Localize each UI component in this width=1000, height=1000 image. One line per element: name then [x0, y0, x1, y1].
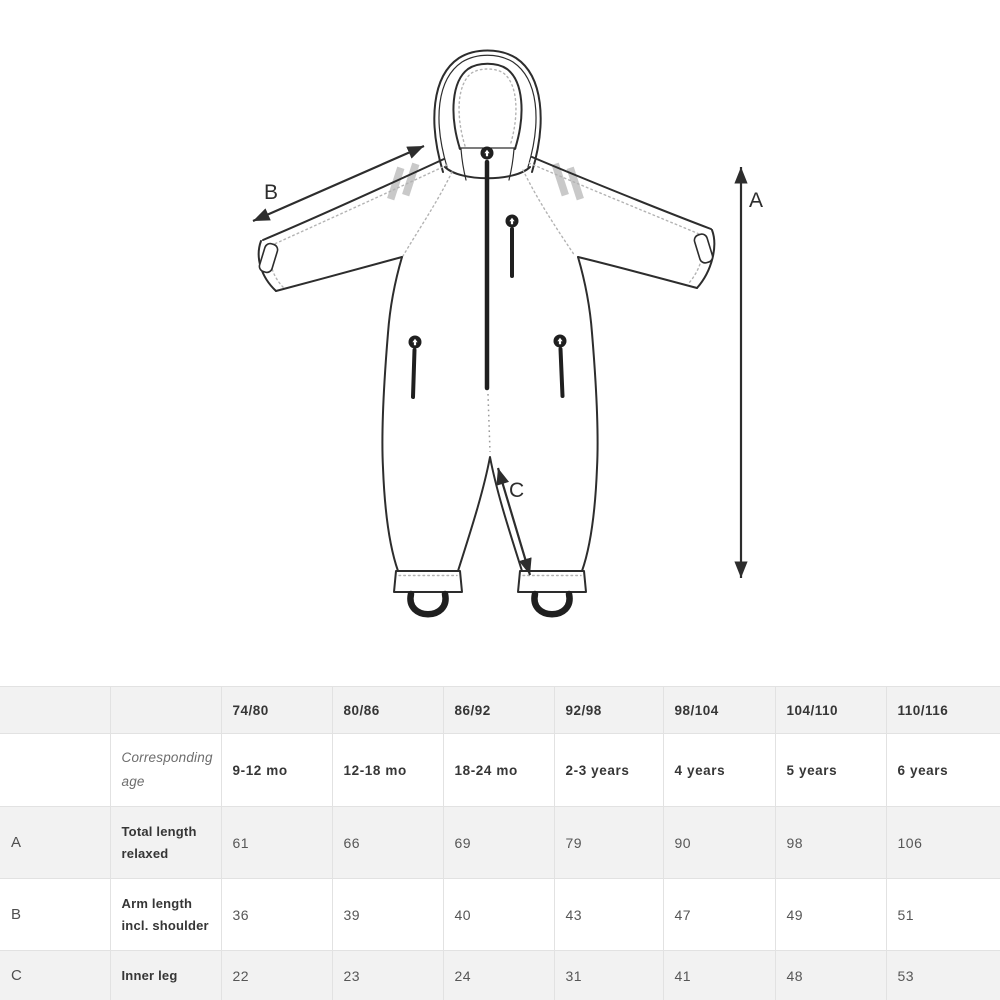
row-total-length — [0, 807, 1000, 879]
measurement-cell: 61 — [221, 807, 332, 879]
measurement-cell: 39 — [332, 879, 443, 951]
age-value-cell: 6 years — [886, 734, 1000, 807]
row-label-cell: Arm length incl. shoulder — [110, 879, 221, 951]
measurement-cell: 53 — [886, 951, 1000, 1000]
measurement-cell: 36 — [221, 879, 332, 951]
measurement-cell: 48 — [775, 951, 886, 1000]
zipper-pull — [481, 147, 494, 160]
measurement-cell: 49 — [775, 879, 886, 951]
arrow-label-b: B — [264, 181, 279, 204]
measurement-cell: 41 — [663, 951, 775, 1000]
measurement-cell: 79 — [554, 807, 663, 879]
age-value-cell: 12-18 mo — [332, 734, 443, 807]
measurement-cell: 40 — [443, 879, 554, 951]
row-label-cell: Inner leg — [110, 951, 221, 1000]
hip-pocket-left — [409, 336, 422, 398]
body-and-legs — [382, 257, 597, 592]
size-header-110-116: 110/116 — [886, 687, 1000, 734]
size-header-80-86: 80/86 — [332, 687, 443, 734]
right-leg-cuff — [518, 571, 586, 592]
measurement-cell: 31 — [554, 951, 663, 1000]
row-inner-leg — [0, 951, 1000, 1000]
row-label-cell: Total length relaxed — [110, 807, 221, 879]
row-letter-cell — [0, 734, 110, 807]
row-label-cell: Corresponding age — [110, 734, 221, 807]
measurement-cell: 22 — [221, 951, 332, 1000]
arrow-label-a: A — [749, 189, 764, 212]
left-leg-cuff — [394, 571, 462, 592]
size-header-74-80: 74/80 — [221, 687, 332, 734]
front-zipper — [481, 147, 494, 453]
measurement-cell: 47 — [663, 879, 775, 951]
measurement-cell: 69 — [443, 807, 554, 879]
left-cuff-tab — [258, 242, 279, 274]
size-table — [0, 686, 1000, 1000]
age-value-cell: 18-24 mo — [443, 734, 554, 807]
age-value-cell: 9-12 mo — [221, 734, 332, 807]
row-letter-cell: A — [0, 807, 110, 879]
measurement-cell: 23 — [332, 951, 443, 1000]
header-corner-cell — [0, 687, 110, 734]
right-cuff-tab — [693, 233, 714, 265]
row-letter-cell: B — [0, 879, 110, 951]
measurement-cell: 98 — [775, 807, 886, 879]
foot-straps — [410, 594, 569, 614]
age-value-cell: 4 years — [663, 734, 775, 807]
size-header-row — [0, 687, 1000, 734]
age-value-cell: 2-3 years — [554, 734, 663, 807]
hip-pocket-right-pull — [554, 335, 567, 348]
measurement-cell: 43 — [554, 879, 663, 951]
size-header-86-92: 86/92 — [443, 687, 554, 734]
measurement-cell: 24 — [443, 951, 554, 1000]
chest-pocket — [506, 215, 519, 277]
hip-pocket-left-pull — [409, 336, 422, 349]
hip-pocket-right — [554, 335, 567, 397]
header-label-cell — [110, 687, 221, 734]
size-header-92-98: 92/98 — [554, 687, 663, 734]
row-letter-cell: C — [0, 951, 110, 1000]
arrow-label-c: C — [509, 479, 525, 502]
size-header-98-104: 98/104 — [663, 687, 775, 734]
right-sleeve — [523, 157, 714, 288]
measurement-cell: 51 — [886, 879, 1000, 951]
left-sleeve — [258, 159, 452, 291]
chest-pocket-pull — [506, 215, 519, 228]
measurement-cell: 106 — [886, 807, 1000, 879]
measurement-cell: 66 — [332, 807, 443, 879]
size-header-104-110: 104/110 — [775, 687, 886, 734]
row-arm-length — [0, 879, 1000, 951]
age-value-cell: 5 years — [775, 734, 886, 807]
row-corresponding-age — [0, 734, 1000, 807]
measurement-cell: 90 — [663, 807, 775, 879]
